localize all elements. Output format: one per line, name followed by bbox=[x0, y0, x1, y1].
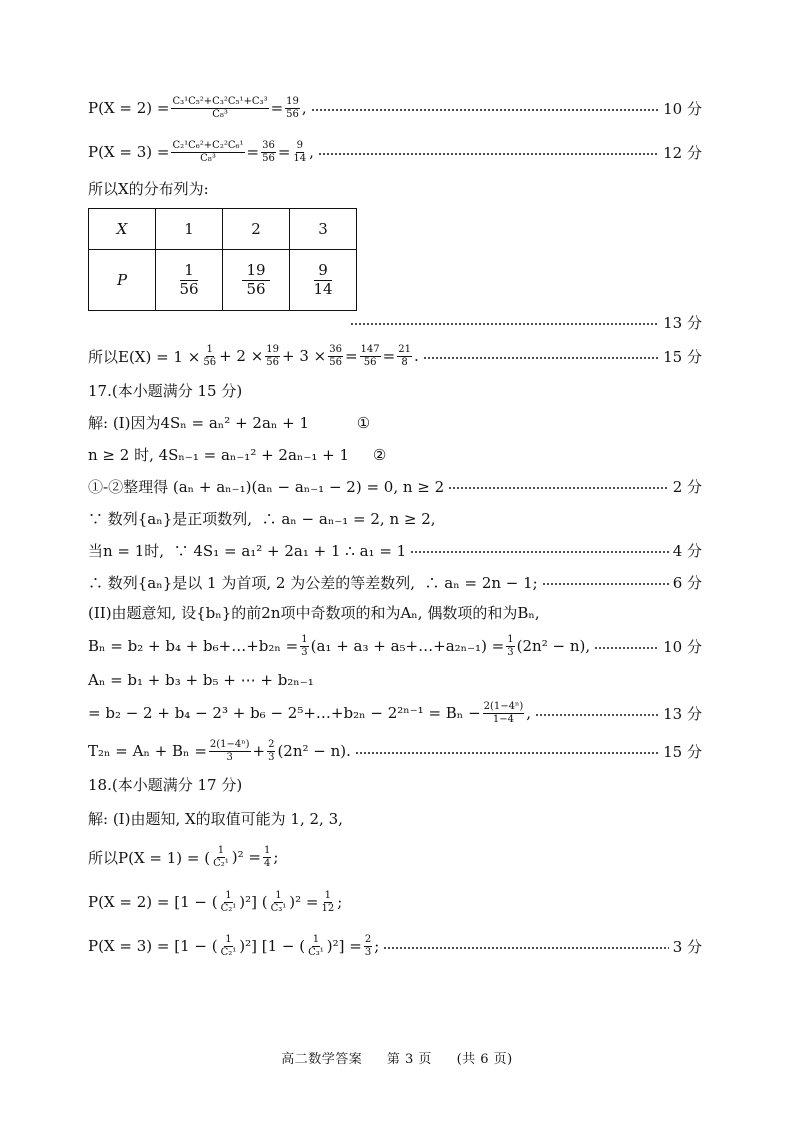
px2-line: P(X = 2) = $\frac{\text{C₃¹C₅²+C₃²C₅¹+C₃³}}{\text{C₈³}}$ = $\frac{19}{56}$ , 10 分 bbox=[88, 96, 702, 120]
q17-step-4: ∵ 数列{aₙ}是正项数列, ∴ aₙ − aₙ₋₁ = 2, n ≥ 2, bbox=[88, 509, 436, 528]
table-score-line bbox=[346, 310, 702, 334]
leader-dots bbox=[311, 109, 659, 111]
footer-page-number: 第 3 页 bbox=[386, 1052, 432, 1067]
score-label: 15 分 bbox=[663, 742, 702, 761]
fraction: $\frac{1}{\text{C₂¹}}$ bbox=[220, 934, 237, 958]
table-cell bbox=[290, 250, 357, 311]
expectation-line: 所以E(X) = 1 × $\frac{1}{56}$ + 2 × $\frac{19}{56}$ + 3 × $\frac{36}{56}$ = $\frac{147}{56}$ = $\frac{21}{8}$ . 15 分 bbox=[88, 344, 702, 368]
table-cell: 2 bbox=[223, 209, 290, 250]
fraction: $\frac{1}{3}$ bbox=[507, 634, 514, 658]
leader-dots bbox=[318, 153, 659, 155]
px2-result-fraction: $\frac{19}{56}$ bbox=[286, 96, 299, 120]
fraction: $\frac{19}{56}$ bbox=[266, 344, 280, 368]
table-row bbox=[89, 250, 357, 311]
leader-dots bbox=[423, 357, 659, 359]
q17-step-8: Bₙ = b₂ + b₄ + b₆+…+b₂ₙ = $\frac{1}{3}$ (a₁ + a₃ + a₅+…+a₂ₙ₋₁) = $\frac{1}{3}$ (2n² − n), 10 分 bbox=[88, 634, 702, 658]
fraction: $\frac{1}{3}$ bbox=[301, 634, 308, 658]
q17-step-6: ∴ 数列{aₙ}是以 1 为首项, 2 为公差的等差数列, ∴ aₙ = 2n − 1; 6 分 bbox=[88, 573, 702, 592]
px2-lhs: P(X = 2) = bbox=[88, 99, 170, 117]
fraction: $\frac{36}{56}$ bbox=[329, 344, 342, 368]
score-label: 10 分 bbox=[663, 99, 702, 118]
table-cell: 3 bbox=[290, 209, 357, 250]
q17-step-3: ①-②整理得 (aₙ + aₙ₋₁)(aₙ − aₙ₋₁ − 2) = 0, n ≥ 2 2 分 bbox=[88, 477, 702, 496]
px2-combination-fraction: $\frac{\text{C₃¹C₅²+C₃²C₅¹+C₃³}}{\text{C₈³}}$ bbox=[172, 96, 268, 120]
table-cell bbox=[156, 250, 223, 311]
fraction: $\frac{1}{\text{C₃¹}}$ bbox=[308, 934, 324, 958]
fraction: $\frac{21}{8}$ bbox=[398, 344, 411, 368]
distribution-intro: 所以X的分布列为: bbox=[88, 179, 209, 198]
table-cell: P bbox=[89, 250, 156, 311]
q18-step-1: 解: (I)由题知, X的取值可能为 1, 2, 3, bbox=[88, 809, 343, 828]
fraction: $\frac{\text{2(1−4ⁿ)}}{3}$ bbox=[209, 739, 250, 763]
q17-step-7: (II)由题意知, 设{bₙ}的前2n项中奇数项的和为Aₙ, 偶数项的和为Bₙ, bbox=[88, 603, 540, 622]
fraction: $\frac{1}{\text{C₃¹}}$ bbox=[270, 890, 287, 914]
q17-step-11: T₂ₙ = Aₙ + Bₙ = $\frac{\text{2(1−4ⁿ)}}{3}$ + $\frac{2}{3}$ (2n² − n). 15 分 bbox=[88, 739, 702, 763]
table-cell: X bbox=[89, 209, 156, 250]
score-label: 4 分 bbox=[672, 541, 702, 560]
q18-px2-line: P(X = 2) = [1 − ( $\frac{1}{\text{C₂¹}}$ )²] ( $\frac{1}{\text{C₃¹}}$ )² = $\frac{1}{12}$ ; bbox=[88, 890, 343, 914]
leader-dots bbox=[350, 323, 659, 325]
fraction: $\frac{1}{56}$ bbox=[179, 260, 199, 298]
fraction: $\frac{19}{56}$ bbox=[242, 262, 269, 299]
page-footer bbox=[0, 1048, 794, 1067]
score-label: 15 分 bbox=[663, 347, 702, 366]
q17-step-10: = b₂ − 2 + b₄ − 2³ + b₆ − 2⁵+…+b₂ₙ − 2²ⁿ⁻¹ = Bₙ − $\frac{\text{2(1−4ⁿ)}}{1-4}$ , 13 分 bbox=[88, 701, 702, 725]
q17-step-9: Aₙ = b₁ + b₃ + b₅ + ⋯ + b₂ₙ₋₁ bbox=[88, 671, 314, 689]
fraction: $\frac{1}{4}$ bbox=[263, 845, 271, 869]
fraction: $\frac{\text{2(1−4ⁿ)}}{1-4}$ bbox=[483, 701, 524, 725]
score-label: 10 分 bbox=[663, 637, 702, 656]
distribution-table bbox=[88, 208, 357, 311]
leader-dots bbox=[448, 487, 669, 489]
leader-dots bbox=[383, 947, 668, 949]
leader-dots bbox=[594, 647, 659, 649]
fraction: $\frac{9}{14}$ bbox=[313, 260, 333, 298]
score-label: 3 分 bbox=[672, 937, 702, 956]
px3-combination-fraction: $\frac{\text{C₂¹C₆²+C₂²C₆¹}}{\text{C₈³}}$ bbox=[172, 140, 244, 164]
q17-step-5: 当n = 1时, ∵ 4S₁ = a₁² + 2a₁ + 1 ∴ a₁ = 1 4 分 bbox=[88, 541, 702, 560]
leader-dots bbox=[535, 714, 659, 716]
score-label: 2 分 bbox=[672, 477, 702, 496]
footer-subject: 高二数学答案 bbox=[281, 1052, 363, 1067]
table-row bbox=[89, 209, 357, 250]
px3-fraction-2: $\frac{9}{14}$ bbox=[293, 140, 307, 164]
q18-px3-line: P(X = 3) = [1 − ( $\frac{1}{\text{C₂¹}}$ )²] [1 − ( $\frac{1}{\text{C₃¹}}$ )²] = $\frac{2}{3}$ ; 3 分 bbox=[88, 934, 702, 958]
q17-title: 17.(本小题满分 15 分) bbox=[88, 381, 243, 400]
fraction: $\frac{2}{3}$ bbox=[268, 739, 275, 763]
fraction: $\frac{1}{56}$ bbox=[203, 344, 217, 368]
q18-title: 18.(本小题满分 17 分) bbox=[88, 775, 243, 794]
score-label: 12 分 bbox=[663, 143, 702, 162]
score-label: 13 分 bbox=[663, 313, 702, 332]
q18-px1-line: 所以P(X = 1) = ( $\frac{1}{\text{C₂¹}}$ )² = $\frac{1}{4}$ ; bbox=[88, 845, 279, 869]
footer-total-pages: (共 6 页) bbox=[456, 1052, 513, 1067]
q17-step-2: n ≥ 2 时, 4Sₙ₋₁ = aₙ₋₁² + 2aₙ₋₁ + 1 ② bbox=[88, 445, 387, 464]
q17-step-1: 解: (I)因为4Sₙ = aₙ² + 2aₙ + 1 ① bbox=[88, 413, 371, 432]
table-cell: 1 bbox=[156, 209, 223, 250]
fraction: $\frac{1}{\text{C₂¹}}$ bbox=[220, 890, 237, 914]
fraction: $\frac{147}{56}$ bbox=[360, 344, 380, 368]
px3-fraction-1: $\frac{36}{56}$ bbox=[262, 140, 275, 164]
score-label: 6 分 bbox=[672, 573, 702, 592]
leader-dots bbox=[542, 583, 669, 585]
table-cell bbox=[223, 250, 290, 311]
score-label: 13 分 bbox=[663, 704, 702, 723]
fraction: $\frac{2}{3}$ bbox=[364, 934, 372, 958]
leader-dots bbox=[355, 752, 659, 754]
px3-line: P(X = 3) = $\frac{\text{C₂¹C₆²+C₂²C₆¹}}{\text{C₈³}}$ = $\frac{36}{56}$ = $\frac{9}{14}$ , 12 分 bbox=[88, 140, 702, 164]
fraction: $\frac{1}{\text{C₂¹}}$ bbox=[213, 845, 229, 869]
leader-dots bbox=[410, 551, 668, 553]
fraction: $\frac{1}{12}$ bbox=[321, 890, 335, 914]
